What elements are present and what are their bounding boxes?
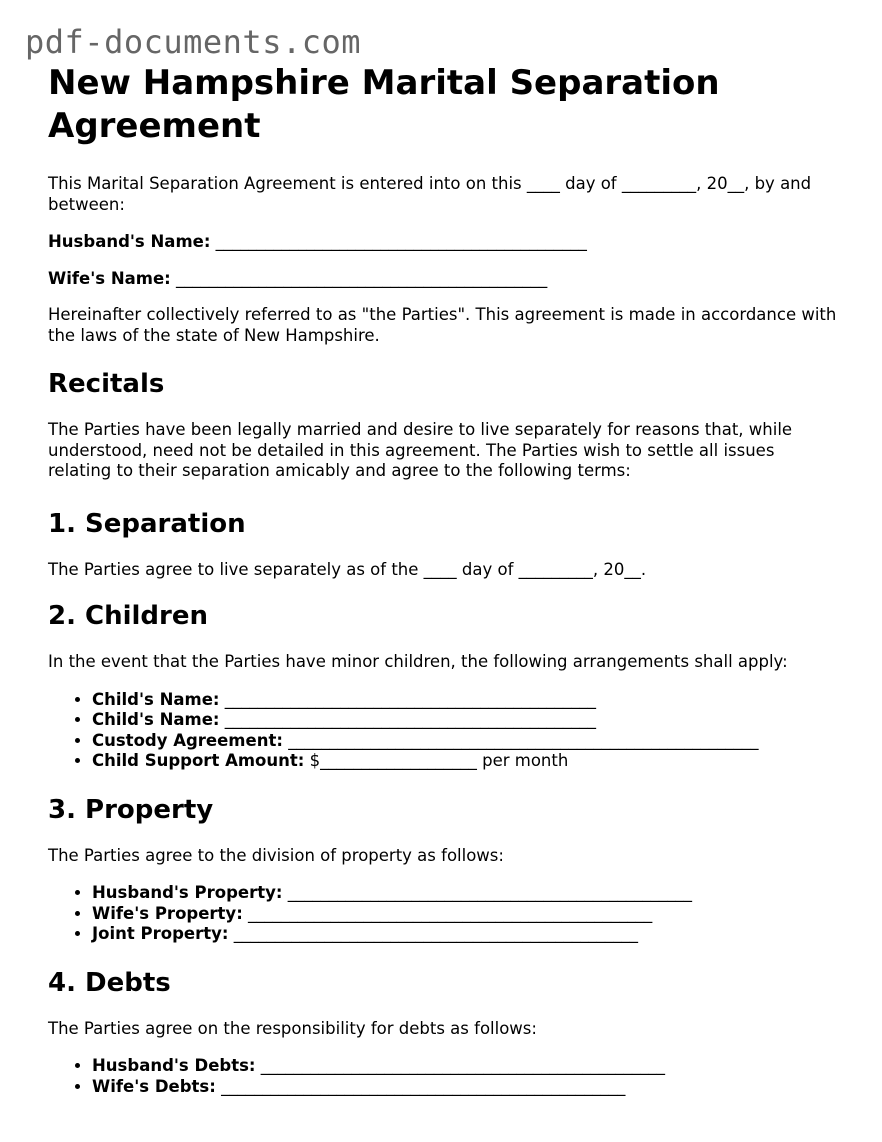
document-title: New Hampshire Marital Separation Agreement: [48, 63, 720, 146]
list-item: [92, 1077, 838, 1098]
husband-name-field[interactable]: _____________________________________________: [215, 232, 587, 251]
list-item: [92, 751, 838, 772]
debts-heading: 4. Debts: [48, 967, 171, 998]
wife-name-line: [48, 269, 838, 290]
parties-paragraph: Hereinafter collectively referred to as "the Parties". This agreement is made in accordance with the laws of the state of New Hampshire.: [48, 305, 837, 345]
recitals-heading: Recitals: [48, 369, 165, 399]
wife-debts-label: Wife's Debts:: [92, 1076, 216, 1096]
debts-list: [48, 1056, 838, 1097]
document-page: [48, 62, 838, 1119]
husband-property-label: Husband's Property:: [92, 883, 283, 902]
list-item: [92, 690, 838, 711]
joint-property-label: Joint Property:: [92, 924, 229, 943]
wife-property-field[interactable]: _________________________________________________: [248, 903, 653, 923]
list-item: [92, 924, 838, 945]
husband-debts-field[interactable]: _________________________________________________: [260, 1056, 666, 1075]
husband-property-field[interactable]: _________________________________________________: [287, 883, 692, 902]
child-support-label: Child Support Amount:: [92, 751, 305, 770]
children-heading: 2. Children: [48, 601, 209, 631]
list-item: [92, 710, 838, 731]
husband-name-line: [48, 232, 838, 253]
list-item: [92, 904, 838, 925]
joint-property-field[interactable]: _________________________________________________: [233, 924, 638, 943]
child-name-field[interactable]: _____________________________________________: [224, 710, 597, 729]
list-item: [92, 731, 838, 752]
wife-debts-field[interactable]: _________________________________________________: [221, 1076, 626, 1096]
child-name-label: Child's Name:: [92, 689, 220, 709]
debts-paragraph: The Parties agree on the responsibility for debts as follows:: [48, 1018, 537, 1038]
watermark: pdf-documents.com: [25, 23, 362, 61]
wife-property-label: Wife's Property:: [92, 903, 243, 923]
intro-paragraph: This Marital Separation Agreement is entered into on this ____ day of _________, 20__, by and between:: [48, 174, 812, 214]
separation-paragraph: The Parties agree to live separately as of the ____ day of _________, 20__.: [48, 559, 647, 579]
custody-agreement-field[interactable]: _________________________________________________________: [288, 730, 759, 750]
wife-name-label: Wife's Name:: [48, 268, 171, 288]
custody-agreement-label: Custody Agreement:: [92, 730, 283, 750]
property-list: [48, 883, 838, 945]
husband-debts-label: Husband's Debts:: [92, 1056, 256, 1075]
child-support-field[interactable]: $___________________ per month: [309, 751, 569, 770]
children-paragraph: In the event that the Parties have minor children, the following arrangements shall apply:: [48, 652, 788, 671]
list-item: [92, 883, 838, 904]
child-name-field[interactable]: _____________________________________________: [224, 689, 597, 709]
list-item: [92, 1056, 838, 1077]
children-list: [48, 690, 838, 772]
property-heading: 3. Property: [48, 794, 214, 825]
wife-name-field[interactable]: _____________________________________________: [176, 268, 548, 288]
property-paragraph: The Parties agree to the division of property as follows:: [48, 845, 504, 865]
husband-name-label: Husband's Name:: [48, 232, 211, 251]
recitals-paragraph: The Parties have been legally married and desire to live separately for reasons that, while understood, need not be detailed in this agreement. The Parties wish to settle all issues relating to their separation amicably and agree to the following terms:: [48, 420, 793, 480]
separation-heading: 1. Separation: [48, 508, 246, 539]
child-name-label: Child's Name:: [92, 710, 220, 729]
